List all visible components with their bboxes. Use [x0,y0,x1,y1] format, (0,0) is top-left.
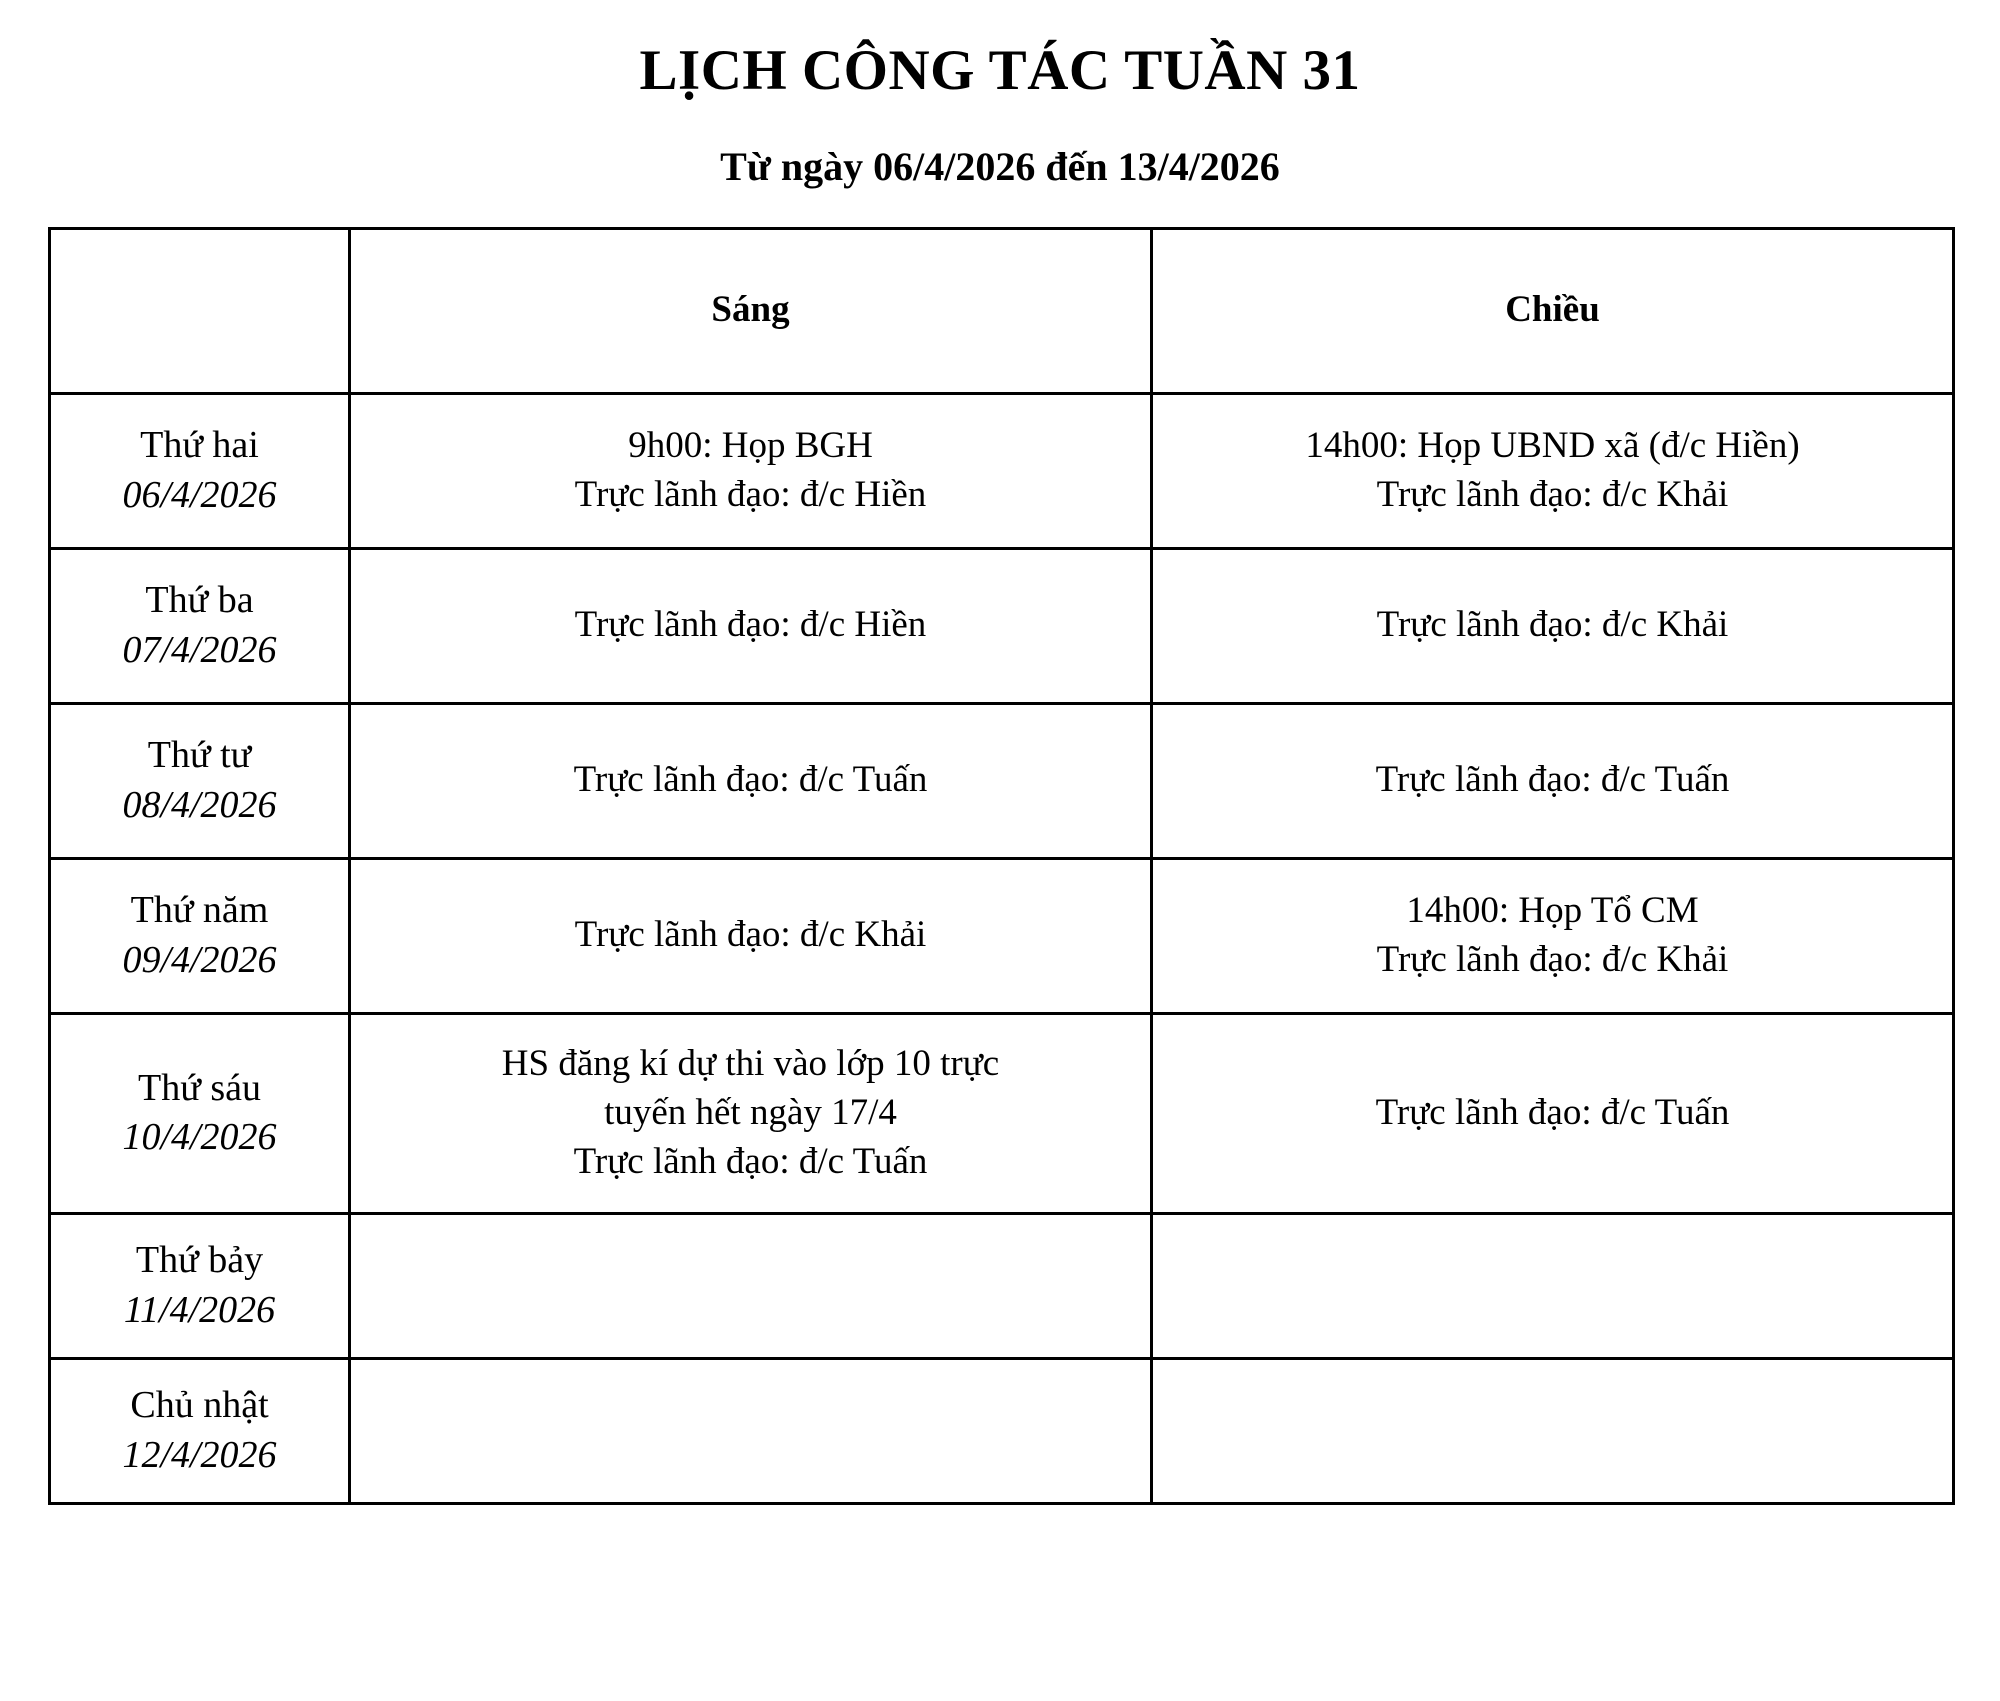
entry-line: Trực lãnh đạo: đ/c Tuấn [1375,759,1730,801]
afternoon-cell-monday [1152,393,1954,548]
table-row [50,393,1954,548]
morning-cell-saturday [350,1213,1152,1358]
day-date: 09/4/2026 [122,938,277,981]
morning-cell-tuesday [350,548,1152,703]
day-date: 07/4/2026 [122,628,277,671]
day-date: 08/4/2026 [122,783,277,826]
table-row [50,548,1954,703]
document-page [0,40,2000,1701]
day-cell-wednesday [50,703,350,858]
table-row [50,1213,1954,1358]
entry-line: Trực lãnh đạo: đ/c Hiền [574,604,927,646]
entry-line: Trực lãnh đạo: đ/c Hiền [574,473,927,515]
day-name: Thứ bảy [135,1239,264,1282]
weekly-schedule-table [48,227,1955,1505]
entry-line: tuyến hết ngày 17/4 [604,1091,897,1133]
morning-cell-wednesday [350,703,1152,858]
entry-line: Trực lãnh đạo: đ/c Khải [1376,938,1729,980]
entry-line: Trực lãnh đạo: đ/c Tuấn [573,759,928,801]
entry-line: Trực lãnh đạo: đ/c Tuấn [573,1140,928,1182]
day-date: 10/4/2026 [122,1116,277,1159]
day-cell-tuesday [50,548,350,703]
afternoon-cell-tuesday [1152,548,1954,703]
afternoon-cell-wednesday [1152,703,1954,858]
entry-line: Trực lãnh đạo: đ/c Tuấn [1375,1091,1730,1133]
column-header-afternoon: Chiều [1152,228,1954,393]
header-row [50,228,1954,393]
table-row [50,703,1954,858]
afternoon-cell-friday [1152,1013,1954,1213]
day-cell-sunday [50,1358,350,1503]
day-cell-monday [50,393,350,548]
morning-cell-sunday [350,1358,1152,1503]
day-cell-saturday [50,1213,350,1358]
afternoon-cell-saturday [1152,1213,1954,1358]
page-title: LỊCH CÔNG TÁC TUẦN 31 [639,39,1361,102]
entry-line: 9h00: Họp BGH [628,424,873,466]
morning-cell-monday [350,393,1152,548]
table-row [50,1358,1954,1503]
table-header [50,228,1954,393]
day-name: Thứ tư [147,734,252,777]
table-row [50,1013,1954,1213]
entry-line: 14h00: Họp UBND xã (đ/c Hiền) [1305,424,1800,466]
day-name: Thứ ba [145,579,254,622]
day-date: 11/4/2026 [123,1288,276,1331]
column-header-morning: Sáng [350,228,1152,393]
table-body [50,393,1954,1503]
morning-cell-thursday [350,858,1152,1013]
table-row [50,858,1954,1013]
day-date: 06/4/2026 [122,473,277,516]
entry-line: Trực lãnh đạo: đ/c Khải [1376,473,1729,515]
entry-line: Trực lãnh đạo: đ/c Khải [574,914,927,956]
day-name: Chủ nhật [130,1384,269,1427]
entry-line: Trực lãnh đạo: đ/c Khải [1376,604,1729,646]
schedule-table-wrapper [48,227,1952,1505]
day-name: Thứ sáu [138,1066,261,1109]
morning-cell-friday [350,1013,1152,1213]
column-header-day [50,228,350,393]
afternoon-cell-thursday [1152,858,1954,1013]
day-name: Thứ năm [130,889,269,932]
entry-line: HS đăng kí dự thi vào lớp 10 trực [501,1042,1000,1084]
day-date: 12/4/2026 [122,1433,277,1476]
entry-line: 14h00: Họp Tổ CM [1406,889,1699,931]
afternoon-cell-sunday [1152,1358,1954,1503]
page-subtitle: Từ ngày 06/4/2026 đến 13/4/2026 [720,143,1280,189]
day-cell-friday [50,1013,350,1213]
day-cell-thursday [50,858,350,1013]
day-name: Thứ hai [140,424,259,467]
